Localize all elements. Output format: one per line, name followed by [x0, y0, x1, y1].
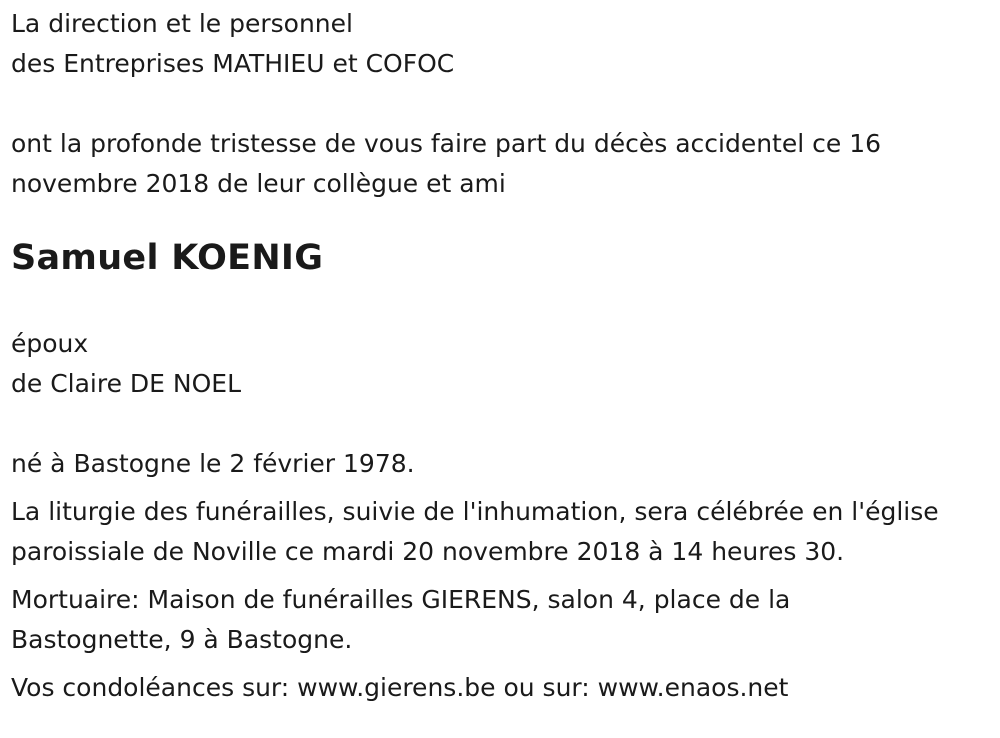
intro-line-2: des Entreprises MATHIEU et COFOC — [11, 49, 455, 78]
spacer — [11, 484, 991, 492]
birth-info: né à Bastogne le 2 février 1978. — [11, 449, 415, 478]
spouse-line-1: époux — [11, 329, 89, 358]
deceased-name: Samuel KOENIG — [11, 238, 324, 278]
spacer — [11, 404, 991, 444]
spacer — [11, 660, 991, 668]
announcement-line-2: novembre 2018 de leur collègue et ami — [11, 169, 506, 198]
death-notice — [11, 4, 991, 708]
spacer — [11, 84, 991, 124]
funeral-line-2: paroissiale de Noville ce mardi 20 novembre 2018 à 14 heures 30. — [11, 537, 845, 566]
funeral-line-1: La liturgie des funérailles, suivie de l'inhumation, sera célébrée en l'église — [11, 497, 939, 526]
announcement-line-1: ont la profonde tristesse de vous faire part du décès accidentel ce 16 — [11, 129, 882, 158]
condolences-line: Vos condoléances sur: www.gierens.be ou sur: www.enaos.net — [11, 673, 789, 702]
mortuary-line-1: Mortuaire: Maison de funérailles GIERENS, salon 4, place de la — [11, 585, 791, 614]
mortuary-line-2: Bastognette, 9 à Bastogne. — [11, 625, 353, 654]
spouse-line-2: de Claire DE NOEL — [11, 369, 242, 398]
spacer — [11, 572, 991, 580]
intro-line-1: La direction et le personnel — [11, 9, 353, 38]
